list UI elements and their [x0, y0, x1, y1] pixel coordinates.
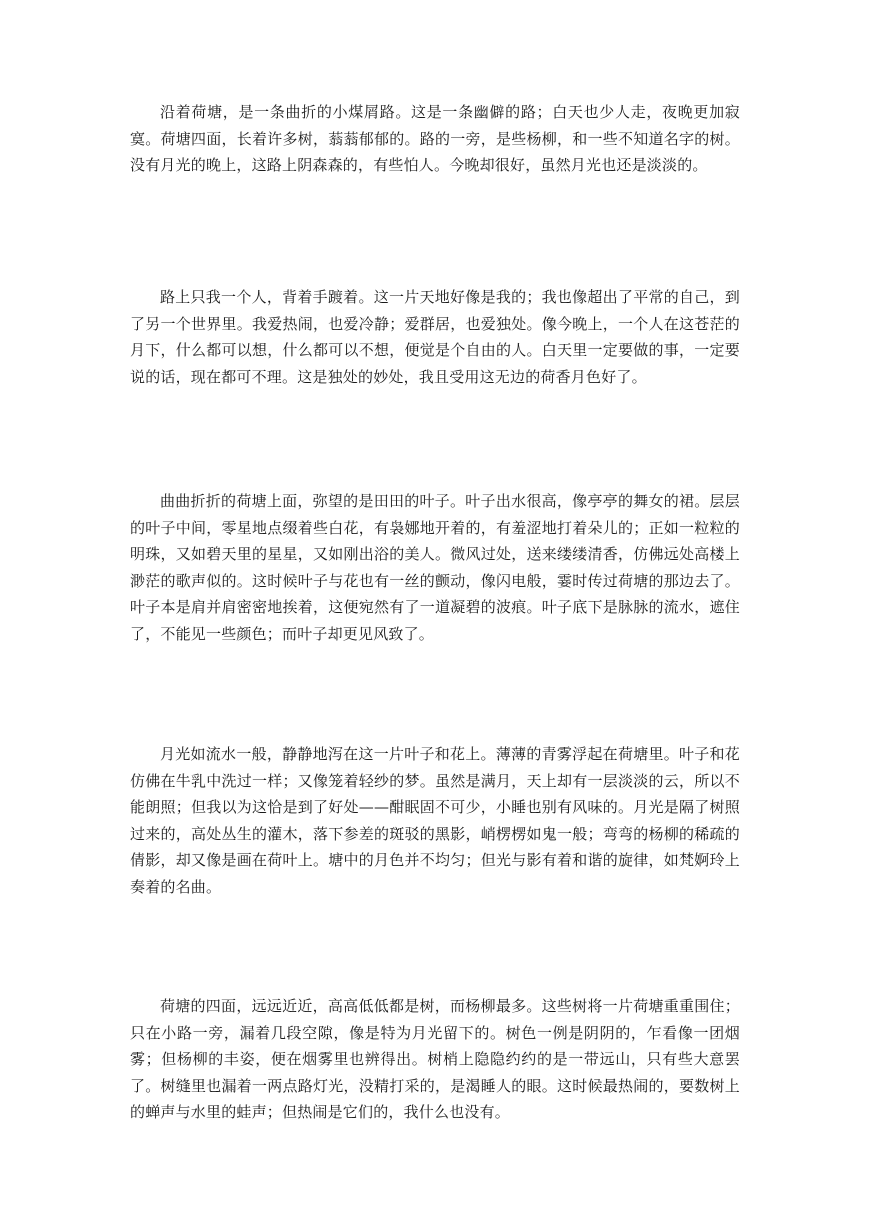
- paragraph-5: 荷塘的四面，远远近近，高高低低都是树，而杨柳最多。这些树将一片荷塘重重围住；只在小路一旁，漏着几段空隙，像是特为月光留下的。树色一例是阴阴的，乍看像一团烟雾；但杨柳的丰姿，便在烟雾里也辨得出。树梢上隐隐约约的是一带远山，只有些大意罢了。树缝里也漏着一两点路灯光，没精打采的，是渴睡人的眼。这时候最热闹的，要数树上的蝉声与水里的蛙声；但热闹是它们的，我什么也没有。: [130, 997, 740, 1121]
- paragraph-2: 路上只我一个人，背着手踱着。这一片天地好像是我的；我也像超出了平常的自己，到了另一个世界里。我爱热闹，也爱冷静；爱群居，也爱独处。像今晚上，一个人在这苍茫的月下，什么都可以想，什么都可以不想，便觉是个自由的人。白天里一定要做的事，一定要说的话，现在都可不理。这是独处的妙处，我且受用这无边的荷香月色好了。: [130, 288, 740, 386]
- paragraph-3: 曲曲折折的荷塘上面，弥望的是田田的叶子。叶子出水很高，像亭亭的舞女的裙。层层的叶子中间，零星地点缀着些白花，有袅娜地开着的，有羞涩地打着朵儿的；正如一粒粒的明珠，又如碧天里的星星，又如刚出浴的美人。微风过处，送来缕缕清香，仿佛远处高楼上渺茫的歌声似的。这时候叶子与花也有一丝的颤动，像闪电般，霎时传过荷塘的那边去了。叶子本是肩并肩密密地挨着，这便宛然有了一道凝碧的波痕。叶子底下是脉脉的流水，遮住了，不能见一些颜色；而叶子却更见风致了。: [130, 492, 740, 643]
- paragraph-1: 沿着荷塘，是一条曲折的小煤屑路。这是一条幽僻的路；白天也少人走，夜晚更加寂寞。荷塘四面，长着许多树，蓊蓊郁郁的。路的一旁，是些杨柳，和一些不知道名字的树。没有月光的晚上，这路上阴森森的，有些怕人。今晚却很好，虽然月光也还是淡淡的。: [130, 103, 740, 174]
- paragraph-4: 月光如流水一般，静静地泻在这一片叶子和花上。薄薄的青雾浮起在荷塘里。叶子和花仿佛在牛乳中洗过一样；又像笼着轻纱的梦。虽然是满月，天上却有一层淡淡的云，所以不能朗照；但我以为这恰是到了好处——酣眠固不可少，小睡也别有风味的。月光是隔了树照过来的，高处丛生的灌木，落下参差的斑驳的黑影，峭楞楞如鬼一般；弯弯的杨柳的稀疏的倩影，却又像是画在荷叶上。塘中的月色并不均匀；但光与影有着和谐的旋律，如梵婀玲上奏着的名曲。: [130, 745, 740, 896]
